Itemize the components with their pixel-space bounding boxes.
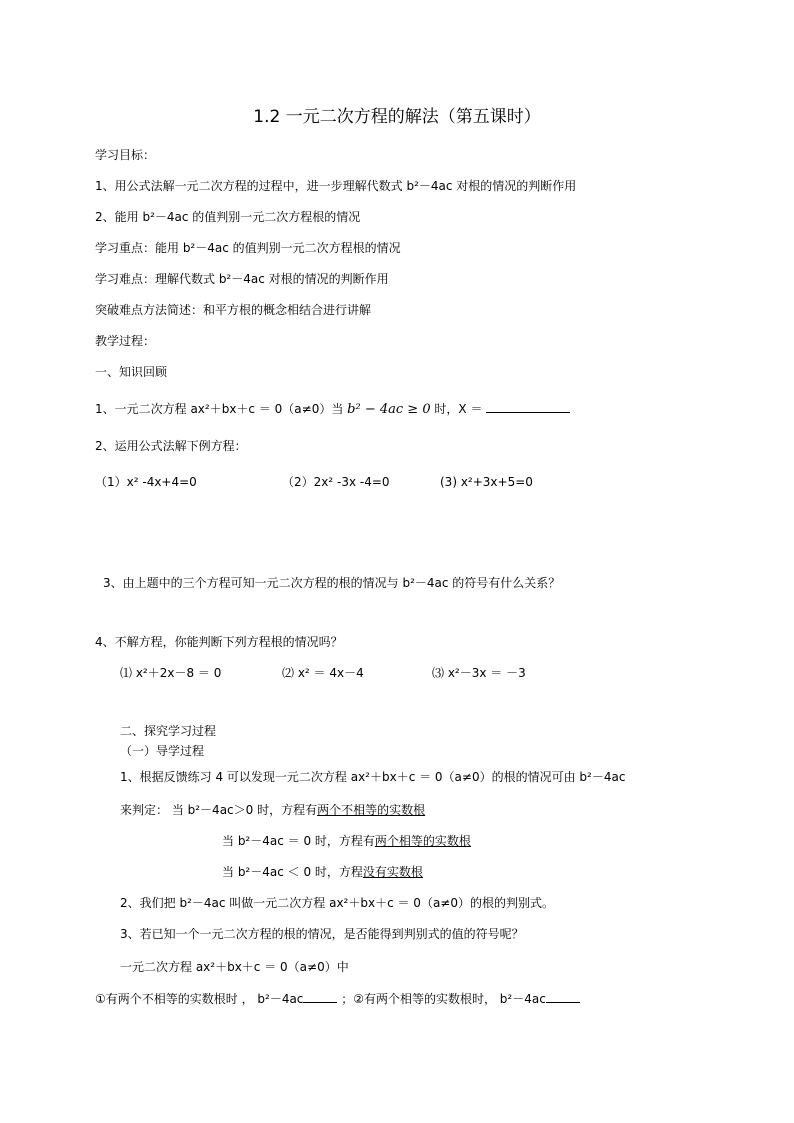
case-positive-result: 两个不相等的实数根 [317,803,426,817]
section-explore-heading: 二、探究学习过程 [120,724,217,738]
case-zero [222,833,471,849]
question-4: 4、不解方程，你能判断下列方程根的情况吗？ [95,635,343,649]
goals-heading: 学习目标： [95,148,156,162]
question-2-equation-2: （2）2x² -3x -4=0 [282,475,390,489]
question-4-equation-2: ⑵ x² ＝ 4x－4 [282,666,364,680]
case-zero-result: 两个相等的实数根 [374,834,471,848]
question-2-equation-1: （1）x² -4x+4=0 [95,475,197,489]
paragraph-4: 一元二次方程 ax²＋bx＋c ＝ 0（a≠0）中 [120,960,349,974]
page-title: 1.2 一元二次方程的解法（第五课时） [253,107,541,127]
paragraph-2: 2、我们把 b²－4ac 叫做一元二次方程 ax²＋bx＋c ＝ 0（a≠0）的根的判别式。 [120,896,554,910]
case-positive-condition: 来判定： 当 b²－4ac＞0 时，方程有 [120,803,318,817]
question-2: 2、运用公式法解下例方程： [95,439,247,453]
goal-1: 1、用公式法解一元二次方程的过程中，进一步理解代数式 b²－4ac 对根的情况的判断作用 [95,179,577,193]
guided-process-heading: （一）导学过程 [120,744,205,758]
question-1-suffix: 时，X ＝ [434,402,483,416]
goal-2: 2、能用 b²－4ac 的值判别一元二次方程根的情况 [95,210,361,224]
question-4-equation-1: ⑴ x²＋2x－8 ＝ 0 [120,666,222,680]
case-negative-result: 没有实数根 [362,865,423,879]
paragraph-5 [95,990,580,1007]
method-summary: 突破难点方法简述：和平方根的概念相结合进行讲解 [95,303,372,317]
difficulty: 学习难点：理解代数式 b²－4ac 对根的情况的判断作用 [95,272,389,286]
answer-blank [486,400,570,413]
case-negative [222,864,423,880]
section-review-heading: 一、知识回顾 [95,365,168,379]
case-zero-condition: 当 b²－4ac ＝ 0 时，方程有 [222,834,375,848]
question-3: 3、由上题中的三个方程可知一元二次方程的根的情况与 b²－4ac 的符号有什么关系？ [103,576,561,590]
question-2-equation-3: (3) x²+3x+5=0 [440,475,533,489]
case-negative-condition: 当 b²－4ac ＜ 0 时，方程 [222,865,363,879]
process-heading: 教学过程： [95,334,156,348]
discriminant-condition: b² − 4ac ≥ 0 [347,402,431,417]
question-4-equation-3: ⑶ x²－3x ＝ －3 [432,666,526,680]
paragraph-3: 3、若已知一个一元二次方程的根的情况，是否能得到判别式的值的符号呢？ [120,927,524,941]
case-positive [120,802,425,818]
paragraph-5-part-1: ①有两个不相等的实数根时 ， b²－4ac [95,992,304,1006]
answer-blank-1 [303,990,337,1003]
paragraph-5-part-2: ；②有两个相等的实数根时， b²－4ac [341,992,546,1006]
question-1-prefix: 1、一元二次方程 ax²＋bx＋c ＝ 0（a≠0）当 [95,402,344,416]
paragraph-1: 1、根据反馈练习 4 可以发现一元二次方程 ax²＋bx＋c ＝ 0（a≠0）的根的情况可由 b²－4ac [120,770,626,784]
key-point: 学习重点：能用 b²－4ac 的值判别一元二次方程根的情况 [95,241,401,255]
question-1 [95,400,570,418]
answer-blank-2 [546,990,580,1003]
